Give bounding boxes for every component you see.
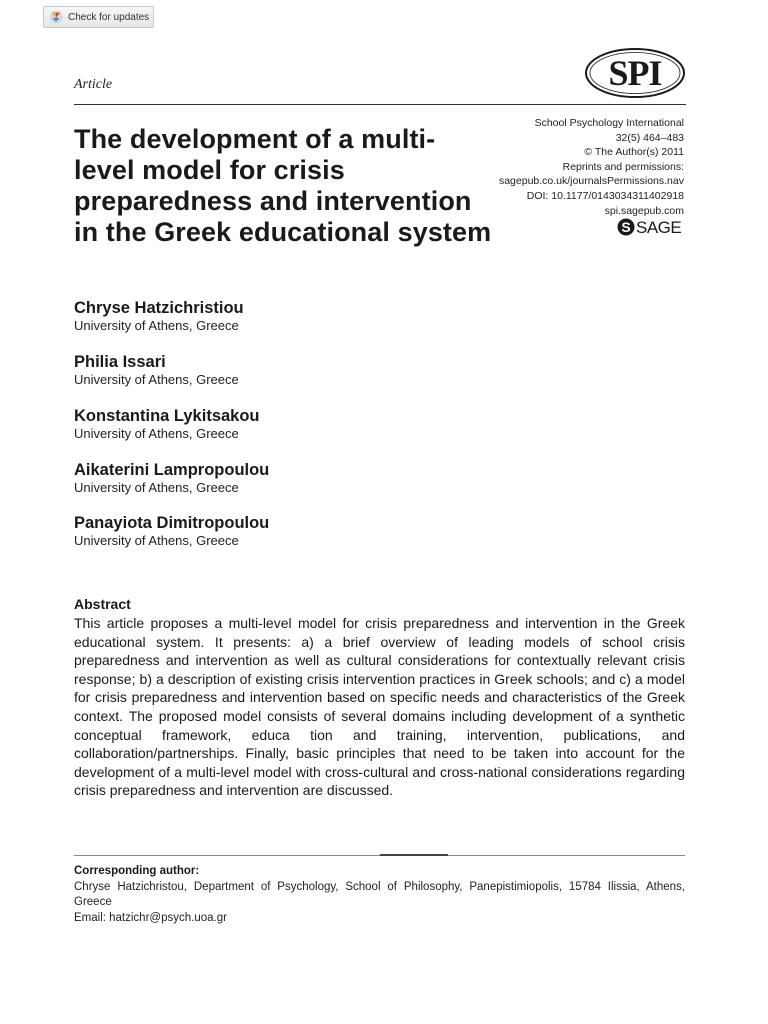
- doi[interactable]: DOI: 10.1177/0143034311402918: [526, 189, 684, 202]
- author-block: [74, 406, 260, 442]
- check-for-updates-label: Check for updates: [68, 11, 150, 23]
- author-name: Panayiota Dimitropoulou: [74, 514, 270, 532]
- sage-logo-text: SAGE: [636, 218, 682, 237]
- author-name: Chryse Hatzichristiou: [74, 299, 244, 317]
- author-affiliation: University of Athens, Greece: [74, 318, 239, 333]
- journal-website[interactable]: spi.sagepub.com: [604, 204, 684, 217]
- author-affiliation: University of Athens, Greece: [74, 533, 239, 548]
- author-affiliation: University of Athens, Greece: [74, 372, 239, 387]
- author-block: [74, 352, 239, 388]
- author-block: [74, 460, 269, 496]
- header-divider: [74, 104, 686, 105]
- footnote-divider-mark: [380, 854, 448, 856]
- abstract-text: This article proposes a multi-level model for crisis preparedness and intervention in the Greek educational system. It presents: a) a brief overview of leading models of school crisis preparedness and intervention as well as cultural considerations for contextually relevant crisis response; b) a description of existing crisis intervention practices in Greek schools; and c) a model for crisis preparedness and intervention based on specific needs and characteristics of the Greek context. The proposed model consists of several domains including development of a synthetic conceptual framework, educa tion and training, intervention, publications, and collaboration/partnerships. Finally, basic principles that need to be taken into account for the development of a multi-level model with cross-cultural and cross-national considerations regarding crisis preparedness and intervention are discussed.: [74, 615, 685, 799]
- sage-publisher-logo: [617, 216, 687, 238]
- author-affiliation: University of Athens, Greece: [74, 480, 239, 495]
- author-name: Aikaterini Lampropoulou: [74, 461, 270, 479]
- author-block: [74, 298, 244, 334]
- crossmark-icon: [49, 10, 63, 24]
- corresponding-author-email[interactable]: Email: hatzichr@psych.uoa.gr: [74, 911, 227, 924]
- corresponding-author-heading: Corresponding author:: [74, 865, 200, 877]
- permissions-label: Reprints and permissions:: [562, 160, 684, 173]
- journal-name: School Psychology International: [534, 117, 684, 129]
- article-type-label: Article: [74, 77, 113, 92]
- spi-logo-text: SPI: [608, 53, 662, 93]
- corresponding-author-address: Chryse Hatzichristou, Department of Psychology, School of Philosophy, Panepistimiopolis, 15784 Ilissia, Athens, Greece: [74, 881, 685, 909]
- author-affiliation: University of Athens, Greece: [74, 426, 239, 441]
- author-name: Philia Issari: [74, 353, 166, 371]
- svg-text:S: S: [621, 219, 631, 235]
- spi-journal-logo: [584, 47, 686, 99]
- check-for-updates-button[interactable]: [43, 6, 154, 28]
- article-title: The development of a multi-level model for crisis preparedness and intervention in the Greek educational system: [74, 124, 492, 247]
- permissions-link[interactable]: sagepub.co.uk/journalsPermissions.nav: [498, 175, 684, 188]
- volume-pages: 32(5) 464–483: [615, 131, 684, 144]
- author-block: [74, 513, 269, 549]
- copyright-line: © The Author(s) 2011: [584, 146, 684, 159]
- corresponding-author-details: [74, 880, 685, 926]
- author-name: Konstantina Lykitsakou: [74, 407, 260, 425]
- abstract-heading: Abstract: [74, 596, 131, 612]
